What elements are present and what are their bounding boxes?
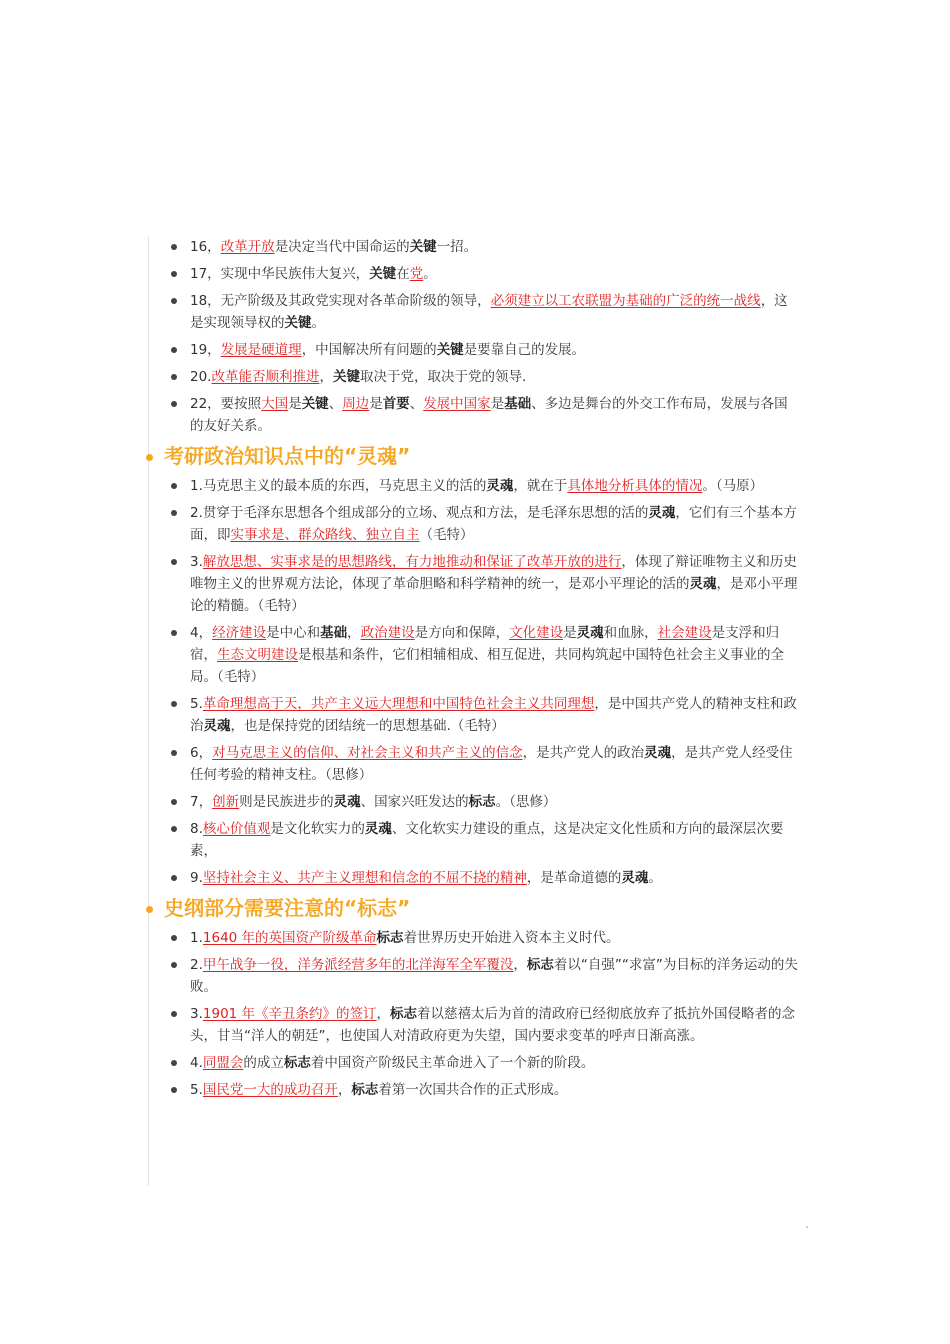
- soul-points-list: [150, 475, 800, 889]
- list-item: [150, 502, 800, 546]
- bullet-icon: [171, 374, 177, 380]
- item-text: 3.: [190, 554, 203, 570]
- item-text: 16，: [190, 239, 221, 255]
- item-text: ，是共产党人经受住任何考验的精神支柱。（思修）: [190, 745, 793, 783]
- list-item: [150, 1003, 800, 1047]
- item-text: 。（思修）: [495, 794, 557, 810]
- list-item: [150, 622, 800, 688]
- highlighted-phrase: 国民党一大的成功召开: [202, 1082, 338, 1098]
- item-text: 2.: [190, 957, 203, 973]
- item-text: 1.: [190, 930, 203, 946]
- item-text: 22，要按照: [190, 396, 262, 412]
- item-text: 的成立: [243, 1055, 284, 1071]
- keyword: 灵魂: [364, 821, 392, 837]
- keyword: 基础: [504, 396, 532, 412]
- keyword: 标志: [376, 930, 404, 946]
- highlighted-phrase: 改革开放: [220, 239, 275, 255]
- highlighted-phrase: 发展中国家: [423, 396, 491, 412]
- bullet-icon: [171, 347, 177, 353]
- highlighted-phrase: 经济建设: [212, 625, 267, 641]
- item-text: ，中国解决所有问题的: [301, 342, 437, 358]
- item-text: 9.: [190, 870, 203, 886]
- item-text: 。: [423, 266, 437, 282]
- bullet-icon: [171, 559, 177, 565]
- keyword: 灵魂: [576, 625, 604, 641]
- item-text: ，: [347, 625, 361, 641]
- list-item: [150, 1052, 800, 1074]
- list-item: [150, 791, 800, 813]
- highlighted-phrase: 文化建设: [509, 625, 564, 641]
- item-text: 和血脉，: [603, 625, 658, 641]
- key-points-list: [150, 236, 800, 437]
- list-item: [150, 339, 800, 361]
- list-item: [150, 867, 800, 889]
- bullet-icon: [171, 298, 177, 304]
- keyword: 标志: [526, 957, 554, 973]
- list-item: [150, 927, 800, 949]
- document-body: [150, 236, 800, 1106]
- list-item: [150, 236, 800, 258]
- keyword: 灵魂: [689, 576, 717, 592]
- list-item: [150, 475, 800, 497]
- keyword: 标志: [468, 794, 496, 810]
- bullet-icon: [171, 244, 177, 250]
- keyword: 灵魂: [648, 505, 676, 521]
- item-text: 是根基和条件，它们相辅相成、相互促进，共同构筑起中国特色社会主义事业的全局。（毛特）: [190, 647, 784, 685]
- keyword: 关键: [409, 239, 437, 255]
- page-corner-mark: [806, 1226, 808, 1228]
- section-title: 考研政治知识点中的“灵魂”: [164, 444, 411, 468]
- highlighted-phrase: 解放思想、实事求是的思想路线，有力地推动和保证了改革开放的进行: [202, 554, 622, 570]
- section-heading-sign: [150, 894, 800, 922]
- item-text: 取决于党，取决于党的领导.: [359, 369, 527, 385]
- item-text: 。（马原）: [702, 478, 764, 494]
- section-bullet-icon: [146, 906, 153, 913]
- item-text: 在: [396, 266, 410, 282]
- item-text: ，也是保持党的团结统一的思想基础.（毛特）: [230, 718, 505, 734]
- list-item: [150, 366, 800, 388]
- bullet-icon: [171, 401, 177, 407]
- highlighted-phrase: 发展是硬道理: [220, 342, 302, 358]
- list-item: [150, 954, 800, 998]
- bullet-icon: [171, 271, 177, 277]
- section-title: 史纲部分需要注意的“标志”: [164, 896, 411, 920]
- item-text: 是: [369, 396, 383, 412]
- keyword: 关键: [369, 266, 397, 282]
- item-text: 是文化软实力的: [270, 821, 365, 837]
- keyword: 基础: [320, 625, 348, 641]
- bullet-icon: [171, 875, 177, 881]
- item-text: 一招。: [436, 239, 478, 255]
- highlighted-phrase: 党: [409, 266, 424, 282]
- highlighted-phrase: 改革能否顺利推进: [211, 369, 320, 385]
- highlighted-phrase: 社会建设: [657, 625, 712, 641]
- highlighted-phrase: 坚持社会主义、共产主义理想和信念的不屈不挠的精神: [202, 870, 527, 886]
- item-text: 8.: [190, 821, 203, 837]
- item-text: ，是革命道德的: [526, 870, 622, 886]
- item-text: 、文化软实力建设的重点，这是决定文化性质和方向的最深层次要素，: [190, 821, 784, 859]
- item-text: 3.: [190, 1006, 203, 1022]
- highlighted-phrase: 具体地分析具体的情况: [567, 478, 703, 494]
- item-text: ，它们有三个基本方面，即: [190, 505, 797, 543]
- highlighted-phrase: 生态文明建设: [217, 647, 298, 663]
- list-item: [150, 1079, 800, 1101]
- keyword: 标志: [283, 1055, 311, 1071]
- item-text: ，体现了辩证唯物主义和历史唯物主义的世界观方法论，体现了革命胆略和科学精神的统一，是邓小平理论的活的: [190, 554, 797, 592]
- bullet-icon: [171, 1011, 177, 1017]
- item-text: 是中心和: [266, 625, 321, 641]
- item-text: 4.: [190, 1055, 203, 1071]
- item-text: 。: [311, 315, 325, 331]
- item-text: 、: [409, 396, 424, 412]
- item-text: 着中国资产阶级民主革命进入了一个新的阶段。: [310, 1055, 595, 1071]
- item-text: 1.马克思主义的最本质的东西，马克思主义的活的: [190, 478, 487, 494]
- highlighted-phrase: 政治建设: [360, 625, 415, 641]
- item-text: 5.: [190, 696, 203, 712]
- list-item: [150, 818, 800, 862]
- list-item: [150, 742, 800, 786]
- item-text: 5.: [190, 1082, 203, 1098]
- item-text: 着以慈禧太后为首的清政府已经彻底放弃了抵抗外国侵略者的念头，甘当“洋人的朝廷”，也使国人对清政府更为失望，国内要求变革的呼声日渐高涨。: [190, 1006, 796, 1044]
- bullet-icon: [171, 799, 177, 805]
- bullet-icon: [171, 935, 177, 941]
- highlighted-phrase: 甲午战争一役，洋务派经营多年的北洋海军全军覆没: [202, 957, 514, 973]
- bullet-icon: [171, 483, 177, 489]
- keyword: 灵魂: [203, 718, 231, 734]
- item-text: 着以“自强”“求富”为目标的洋务运动的失败。: [190, 957, 798, 995]
- sign-points-list: [150, 927, 800, 1101]
- bullet-icon: [171, 750, 177, 756]
- keyword: 关键: [301, 396, 329, 412]
- item-text: 6，: [190, 745, 213, 761]
- keyword: 首要: [382, 396, 410, 412]
- keyword: 灵魂: [333, 794, 361, 810]
- keyword: 关键: [436, 342, 464, 358]
- item-text: 是: [490, 396, 505, 412]
- list-item: [150, 693, 800, 737]
- bullet-icon: [171, 826, 177, 832]
- item-text: 。: [648, 870, 662, 886]
- highlighted-phrase: 1901 年《辛丑条约》的签订: [202, 1006, 377, 1022]
- keyword: 标志: [390, 1006, 418, 1022]
- item-text: 4，: [190, 625, 213, 641]
- item-text: ，是邓小平理论的精髓。（毛特）: [190, 576, 798, 614]
- item-text: 、国家兴旺发达的: [360, 794, 469, 810]
- highlighted-phrase: 周边: [342, 396, 370, 412]
- item-text: 是支浮和归宿，: [190, 625, 780, 663]
- item-text: 着第一次国共合作的正式形成。: [378, 1082, 568, 1098]
- item-text: 7，: [190, 794, 213, 810]
- item-text: 是: [288, 396, 302, 412]
- item-text: ，: [337, 1082, 352, 1098]
- item-text: 是要靠自己的发展。: [463, 342, 586, 358]
- item-text: 着世界历史开始进入资本主义时代。: [403, 930, 620, 946]
- keyword: 关键: [332, 369, 360, 385]
- bullet-icon: [171, 1087, 177, 1093]
- list-item: [150, 290, 800, 334]
- bullet-icon: [171, 630, 177, 636]
- item-text: ，是共产党人的政治: [522, 745, 645, 761]
- item-text: ，是中国共产党人的精神支柱和政治: [190, 696, 797, 734]
- item-text: ，: [513, 957, 527, 973]
- item-text: 是方向和保障，: [414, 625, 510, 641]
- bullet-icon: [171, 962, 177, 968]
- item-text: 是: [563, 625, 577, 641]
- item-text: 18，无产阶级及其政党实现对各革命阶级的领导，: [190, 293, 491, 309]
- item-text: 17，实现中华民族伟大复兴，: [190, 266, 370, 282]
- highlighted-phrase: 对马克思主义的信仰、对社会主义和共产主义的信念: [212, 745, 523, 761]
- highlighted-phrase: 大国: [261, 396, 289, 412]
- highlighted-phrase: 创新: [212, 794, 240, 810]
- highlighted-phrase: 必须建立以工农联盟为基础的广泛的统一战线: [490, 293, 761, 309]
- section-heading-soul: [150, 442, 800, 470]
- item-text: 2.贯穿于毛泽东思想各个组成部分的立场、观点和方法，是毛泽东思想的活的: [190, 505, 649, 521]
- bullet-icon: [171, 701, 177, 707]
- keyword: 灵魂: [644, 745, 672, 761]
- highlighted-phrase: 1640 年的英国资产阶级革命: [202, 930, 377, 946]
- item-text: 20.: [190, 369, 212, 385]
- item-text: ，: [376, 1006, 391, 1022]
- item-text: （毛特）: [419, 527, 474, 543]
- highlighted-phrase: 革命理想高于天，共产主义远大理想和中国特色社会主义共同理想: [202, 696, 595, 712]
- item-text: 、多边是舞台的外交工作布局，发展与各国的友好关系。: [190, 396, 788, 434]
- list-item: [150, 393, 800, 437]
- item-text: 、: [328, 396, 343, 412]
- item-text: ，这是实现领导权的: [190, 293, 788, 331]
- section-bullet-icon: [146, 454, 153, 461]
- item-text: 则是民族进步的: [239, 794, 334, 810]
- item-text: 19，: [190, 342, 221, 358]
- bullet-icon: [171, 1060, 177, 1066]
- outline-rail: [148, 236, 149, 1186]
- bullet-icon: [171, 510, 177, 516]
- item-text: ，就在于: [513, 478, 568, 494]
- item-text: 是决定当代中国命运的: [274, 239, 410, 255]
- highlighted-phrase: 同盟会: [202, 1055, 244, 1071]
- highlighted-phrase: 核心价值观: [202, 821, 271, 837]
- keyword: 灵魂: [486, 478, 514, 494]
- keyword: 灵魂: [621, 870, 649, 886]
- list-item: [150, 263, 800, 285]
- keyword: 关键: [284, 315, 312, 331]
- item-text: ，: [319, 369, 333, 385]
- keyword: 标志: [351, 1082, 379, 1098]
- list-item: [150, 551, 800, 617]
- highlighted-phrase: 实事求是、群众路线、独立自主: [230, 527, 420, 543]
